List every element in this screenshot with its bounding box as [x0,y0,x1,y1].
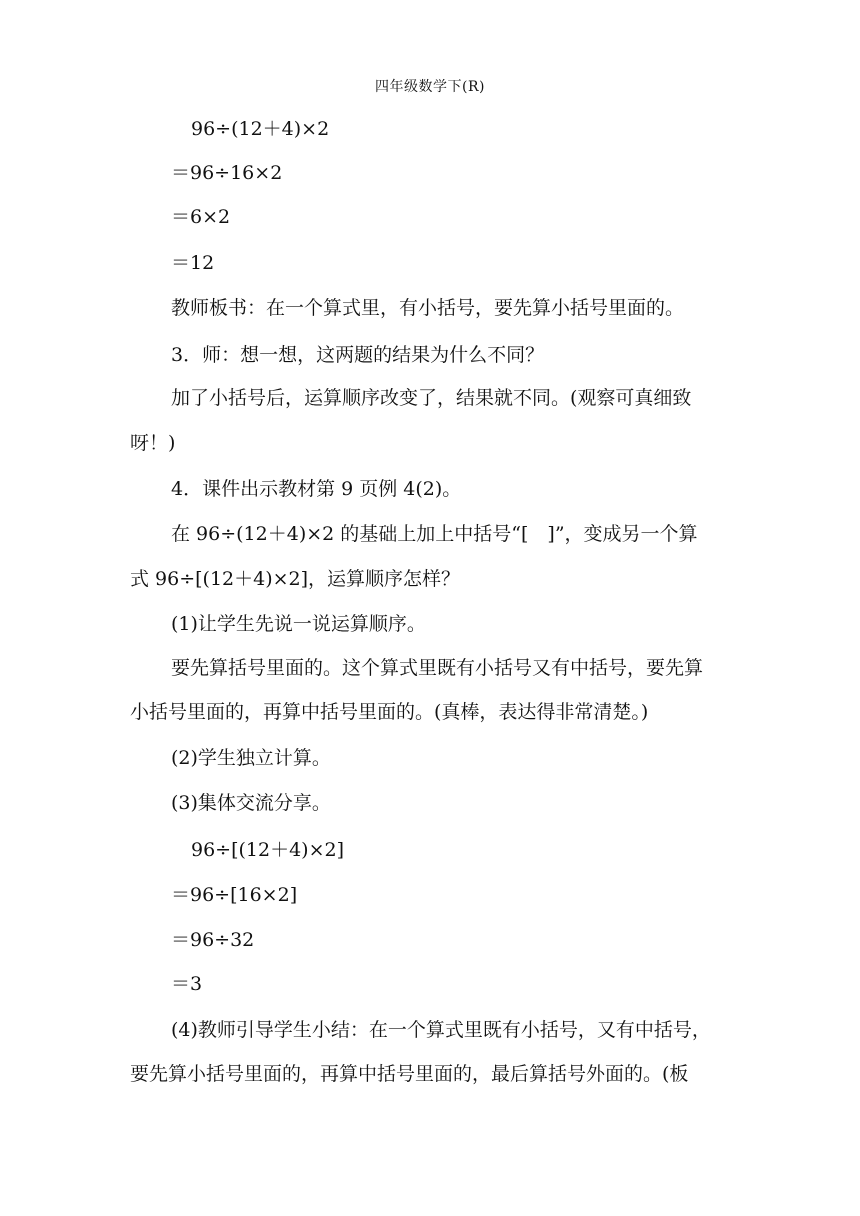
text-line-summary-b: 要先算小括号里面的，再算中括号里面的，最后算括号外面的。(板 [130,1063,689,1085]
expr-line-4: ＝12 [171,252,215,274]
expr-line-7: ＝96÷32 [171,929,255,951]
expr-line-1: 96÷(12＋4)×2 [191,118,330,140]
page-header: 四年级数学下(R) [375,79,485,95]
text-line-bracket-b: 式 96÷[(12＋4)×2]，运算顺序怎样？ [130,568,461,590]
text-line-answer-b: 呀！) [130,432,176,454]
text-line-answer-a: 加了小括号后，运算顺序改变了，结果就不同。(观察可真细致 [171,387,692,409]
text-line-sub-1: (1)让学生先说一说运算顺序。 [171,613,426,635]
text-line-order-a: 要先算括号里面的。这个算式里既有小括号又有中括号，要先算 [171,657,704,679]
text-line-summary-a: (4)教师引导学生小结：在一个算式里既有小括号，又有中括号， [171,1019,711,1041]
text-line-bracket-a: 在 96÷(12＋4)×2 的基础上加上中括号“[ ]”，变成另一个算 [171,523,698,545]
expr-line-3: ＝6×2 [171,206,231,228]
text-line-step-4: 4．课件出示教材第 9 页例 4(2)。 [171,478,462,500]
expr-line-5: 96÷[(12＋4)×2] [191,839,345,861]
text-line-sub-2: (2)学生独立计算。 [171,747,331,769]
text-line-question-3: 3．师：想一想，这两题的结果为什么不同？ [171,344,545,366]
text-line-board: 教师板书：在一个算式里，有小括号，要先算小括号里面的。 [171,297,685,319]
expr-line-2: ＝96÷16×2 [171,162,283,184]
text-line-sub-3: (3)集体交流分享。 [171,792,331,814]
expr-line-6: ＝96÷[16×2] [171,884,298,906]
expr-line-8: ＝3 [171,973,203,995]
text-line-order-b: 小括号里面的，再算中括号里面的。(真棒，表达得非常清楚。) [130,701,649,723]
